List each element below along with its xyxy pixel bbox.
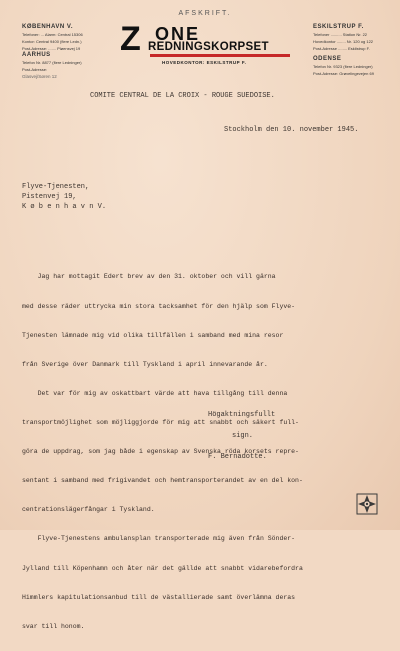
recipient-line: Pistenvej 19, [22,193,77,201]
zone-logo [120,20,295,72]
body-line: med desse räder uttrycka min stora tacksamhet för den hjälp som Flyve- [22,302,296,310]
logo-mark: Z [120,20,141,58]
office-line: Telefon Nr. 9323 (flere Ledninger) [313,64,373,69]
sender-line: COMITE CENTRAL DE LA CROIX - ROUGE SUEDOISE. [90,92,275,100]
office-city: AARHUS [22,52,51,58]
recipient-line: K ø b e n h a v n V. [22,203,107,211]
address-stamp: Glasvej/Søren 12 [22,74,57,79]
office-kobenhavn [22,24,83,52]
letter-body [22,253,382,651]
body-line: Jag har mottagit Edert brev av den 31. oktober och vill gärna [22,273,276,281]
body-line: Det var för mig av oskattbart värde att hava tillgång till denna [22,389,288,397]
cross-emblem-icon [356,493,378,515]
afskrift-label: AFSKRIFT. [178,10,232,17]
body-line: centrationslägerfångar i Tyskland. [22,506,155,514]
office-line: Hovedkontor ........ Nr. 120 og 122 [313,39,374,44]
body-line: Jylland till Köpenhamn och åter när det gällde att snabbt vidarebefordra [22,564,303,572]
office-odense [313,56,374,77]
office-city: KØBENHAVN V. [22,24,74,30]
office-city: ESKILSTRUP F. [313,24,364,30]
body-line: från Sverige över Danmark till Tyskland i april innevarande år. [22,360,268,368]
logo-word: ONE [155,24,201,44]
office-line: Telefon Nr. 8877 (flere Ledninger) [22,60,82,65]
body-line: sentant i samband med frigivandet och hemtransporterandet av en del kon- [22,477,303,485]
office-eskilstrup [313,24,373,52]
logo-red-bar [150,54,290,57]
office-line: Telefoner .......... Station Nr. 22 [313,32,368,37]
closing: Högaktningsfullt [208,411,276,419]
recipient-line: Flyve-Tjenesten, [22,183,90,191]
dateline: Stockholm den 10. november 1945. [224,126,359,134]
body-line: göra de uppdrag, som jag både i egenskap av Svenska röda korsets repre- [22,448,299,456]
logo-subtitle: REDNINGSKORPSET [148,41,269,53]
signature: F. Bernadotte. [208,453,267,461]
office-line: Telefoner: ... Alarm: Central 15306 [22,32,83,37]
office-line: Post-Adresse: [22,67,48,72]
office-aarhus [22,52,82,80]
headquarters-line: HOVEDKONTOR: ESKILSTRUP F. [162,60,247,65]
signed-mark: sign. [232,432,254,440]
office-line: Post-Adresse: ....... Pløensvej 19 [22,46,81,51]
body-line: transportmöjlighet som möjliggjorde för mig att snabbt och säkert full- [22,418,299,426]
body-line: Flyve-Tjenestens ambulansplan transporterade mig även från Sönder- [22,535,296,543]
body-line: Tjenesten lämnade mig vid olika tillfällen i samband med mina resor [22,331,284,339]
body-line: Himmlers kapitulationsanbud till de västallierade samt överlämna deras [22,593,296,601]
office-line: Post-Adresse ........ Eskilstrup F. [313,46,370,51]
office-line: Post-Adresse: Grøvelingevejen 69 [313,71,374,76]
office-line: Kontor: Central 9400 (flere Ledn.) [22,39,82,44]
office-city: ODENSE [313,56,342,62]
body-line: svar till honom. [22,622,85,630]
